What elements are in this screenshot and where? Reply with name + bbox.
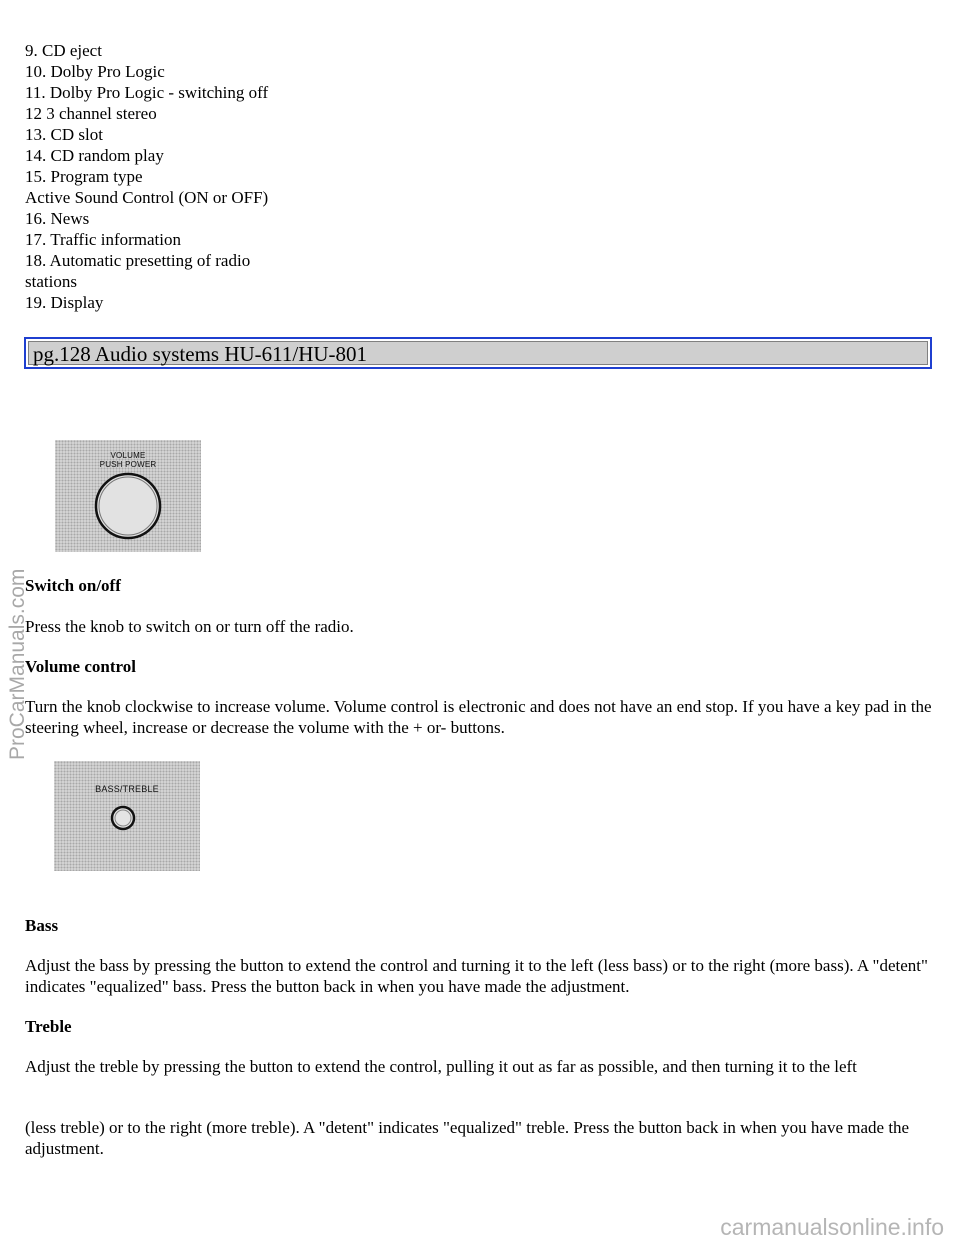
list-item: stations [25,272,77,291]
treble-text-2: (less treble) or to the right (more treble). A "detent" indicates "equalized" treble. Press the button back in when you have made the adjustment. [25,1118,910,1158]
bass-treble-label: BASS/TREBLE [95,784,159,794]
bass-heading: Bass [25,916,59,935]
volume-label: VOLUME [110,451,146,460]
list-item: 11. Dolby Pro Logic - switching off [25,83,269,102]
list-item: 12 3 channel stereo [25,104,157,123]
list-item: 17. Traffic information [25,230,181,249]
bass-treble-knob-figure [54,761,200,871]
volume-heading: Volume control [25,657,136,676]
volume-knob-icon [55,440,201,552]
volume-text: Turn the knob clockwise to increase volume. Volume control is electronic and does not have an end stop. If you have a key pad in the steering wheel, increase or decrease the volume with the + or- buttons. [25,697,932,737]
switch-text: Press the knob to switch on or turn off the radio. [25,617,354,636]
list-item: 16. News [25,209,90,228]
list-item: 9. CD eject [25,41,102,60]
push-power-label: PUSH POWER [99,460,157,469]
list-item: 14. CD random play [25,146,164,165]
list-item: 10. Dolby Pro Logic [25,62,165,81]
switch-heading: Switch on/off [25,576,121,595]
section-header-title: pg.128 Audio systems HU-611/HU-801 [28,341,928,365]
side-watermark: ProCarManuals.com [6,568,29,760]
list-item: 18. Automatic presetting of radio [25,251,251,270]
treble-text-1: Adjust the treble by pressing the button to extend the control, pulling it out as far as possible, and then turning it to the left [25,1057,857,1076]
volume-knob-figure [55,440,201,552]
section-header [24,337,932,369]
footer-watermark: carmanualsonline.info [720,1214,944,1240]
bass-treble-knob-icon [54,761,200,871]
list-item: 13. CD slot [25,125,103,144]
list-item: 15. Program type [25,167,143,186]
list-item: Active Sound Control (ON or OFF) [25,188,269,207]
treble-heading: Treble [25,1017,72,1036]
list-item: 19. Display [25,293,104,312]
bass-text: Adjust the bass by pressing the button to extend the control and turning it to the left (less bass) or to the right (more bass). A "detent" indicates "equalized" bass. Press the button back in when you have made the adjustment. [25,956,928,996]
controls-list [25,40,425,313]
